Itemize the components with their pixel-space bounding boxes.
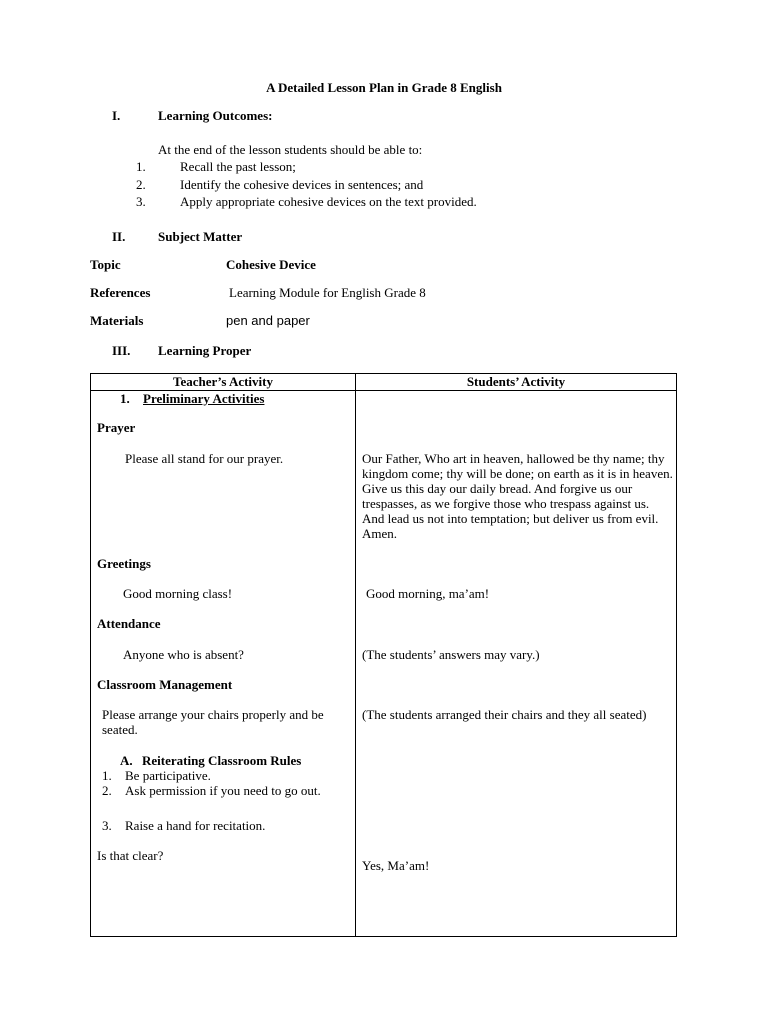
prayer-teacher-text: Please all stand for our prayer. (125, 451, 284, 466)
rules-heading: Reiterating Classroom Rules (142, 753, 302, 768)
clear-students-text: Yes, Ma’am! (362, 858, 430, 873)
materials-label: Materials (90, 313, 144, 328)
activity-table (90, 373, 677, 937)
topic-label: Topic (90, 257, 121, 272)
outcome-item: Identify the cohesive devices in sentences; and (180, 177, 424, 192)
topic-value: Cohesive Device (226, 257, 316, 272)
management-students-text: (The students arranged their chairs and they all seated) (362, 707, 647, 722)
classroom-management-heading: Classroom Management (97, 677, 233, 692)
preliminary-activities-heading: Preliminary Activities (143, 391, 265, 406)
prayer-heading: Prayer (97, 420, 136, 435)
greetings-heading: Greetings (97, 556, 151, 571)
preliminary-number: 1. (120, 391, 130, 406)
attendance-heading: Attendance (97, 616, 161, 631)
management-teacher-text: Please arrange your chairs properly and be seated. (102, 707, 324, 737)
attendance-teacher-text: Anyone who is absent? (123, 647, 244, 662)
rule-number: 3. (102, 818, 112, 833)
references-label: References (90, 285, 151, 300)
rule-number: 1. (102, 768, 112, 783)
prayer-students-text: Our Father, Who art in heaven, hallowed be thy name; thy kingdom come; thy will be done; on earth as it is in heaven. Give us this day our daily bread. And forgive us our trespasses, as we forgive those who trespass against us. And lead us not into temptation; but deliver us from evil. Amen. (362, 451, 673, 541)
section-3-numeral: III. (112, 343, 131, 358)
materials-value: pen and paper (226, 313, 310, 328)
outcome-number: 1. (136, 159, 146, 174)
document-title: A Detailed Lesson Plan in Grade 8 English (266, 80, 502, 95)
greetings-teacher-text: Good morning class! (123, 586, 233, 601)
greetings-students-text: Good morning, ma’am! (366, 586, 490, 601)
references-value: Learning Module for English Grade 8 (229, 285, 426, 300)
rule-item: Ask permission if you need to go out. (125, 783, 321, 798)
outcome-item: Recall the past lesson; (180, 159, 296, 174)
students-activity-header: Students’ Activity (466, 374, 566, 389)
outcome-number: 3. (136, 194, 146, 209)
section-1-numeral: I. (112, 108, 121, 123)
rule-item: Raise a hand for recitation. (125, 818, 266, 833)
rule-item: Be participative. (125, 768, 211, 783)
clear-teacher-text: Is that clear? (97, 848, 164, 863)
rules-letter: A. (120, 753, 133, 768)
column-divider (355, 374, 356, 936)
outcome-number: 2. (136, 177, 146, 192)
section-2-numeral: II. (112, 229, 126, 244)
section-2-heading: Subject Matter (158, 229, 243, 244)
teacher-activity-header: Teacher’s Activity (172, 374, 273, 389)
rule-number: 2. (102, 783, 112, 798)
learning-outcomes-intro: At the end of the lesson students should be able to: (158, 142, 423, 157)
section-3-heading: Learning Proper (158, 343, 252, 358)
outcome-item: Apply appropriate cohesive devices on the text provided. (180, 194, 477, 209)
section-1-heading: Learning Outcomes: (158, 108, 273, 123)
attendance-students-text: (The students’ answers may vary.) (362, 647, 540, 662)
